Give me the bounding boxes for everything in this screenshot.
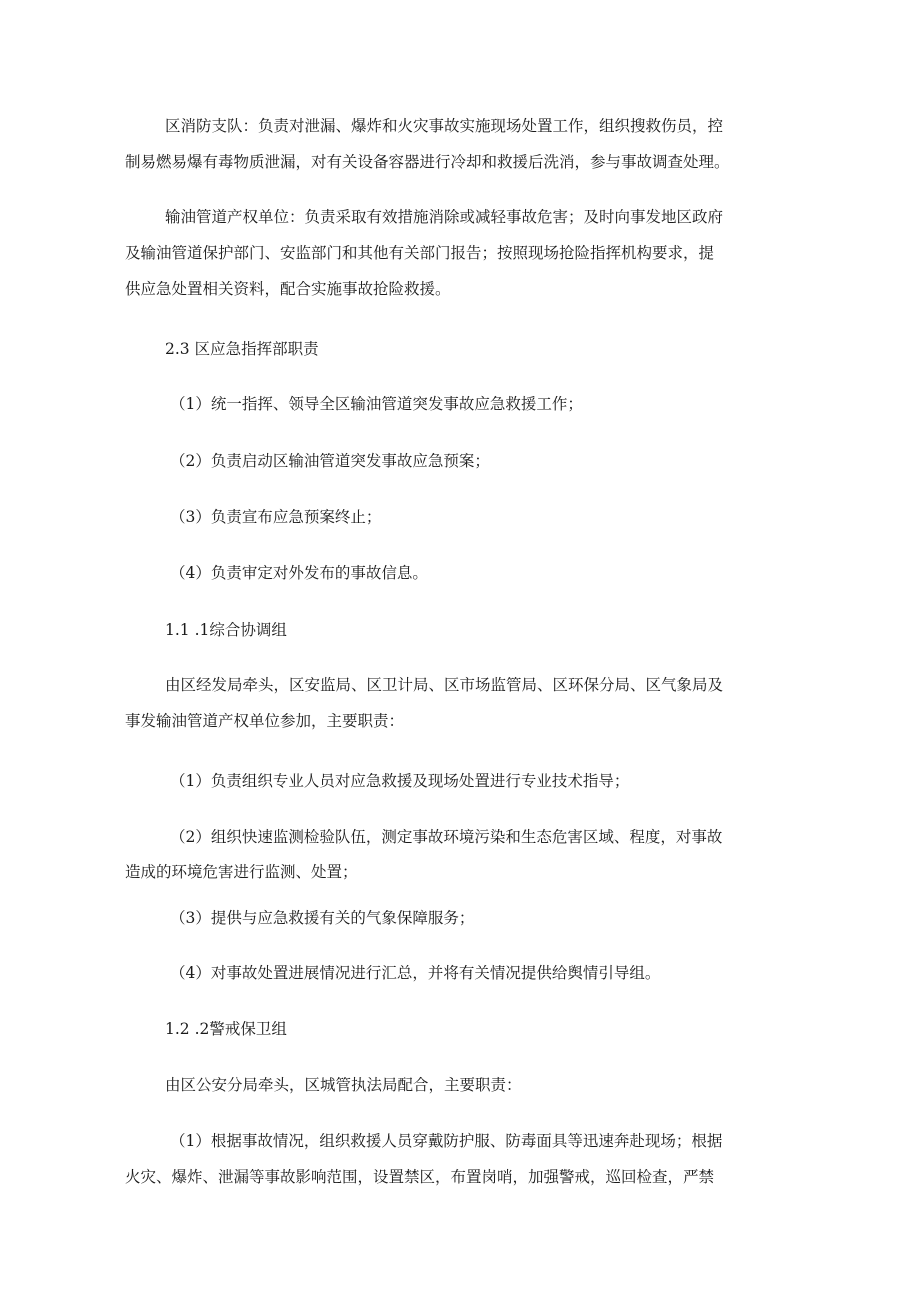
- paragraph-pipeline-owner-line-1: 输油管道产权单位：负责采取有效措施消除或减轻事故危害；及时向事发地区政府: [165, 208, 724, 226]
- section-heading-1-2: 1.2 .2警戒保卫组: [165, 1020, 287, 1038]
- list-item-1-1-2-line-2: 造成的环境危害进行监测、处置；: [125, 863, 358, 881]
- paragraph-security-intro: 由区公安分局牵头，区城管执法局配合，主要职责：: [165, 1076, 522, 1094]
- paragraph-pipeline-owner-line-3: 供应急处置相关资料，配合实施事故抢险救援。: [125, 280, 451, 298]
- paragraph-fire-brigade-line-1: 区消防支队：负责对泄漏、爆炸和火灾事故实施现场处置工作，组织搜救伤员，控: [165, 117, 724, 135]
- list-item-1-1-4: （4）对事故处置进展情况进行汇总，并将有关情况提供给舆情引导组。: [170, 964, 661, 982]
- paragraph-coordination-line-2: 事发输油管道产权单位参加，主要职责：: [125, 712, 405, 730]
- paragraph-fire-brigade-line-2: 制易燃易爆有毒物质泄漏，对有关设备容器进行冷却和救援后洗消，参与事故调查处理。: [125, 153, 730, 171]
- list-item-1-2-1-line-1: （1）根据事故情况，组织救援人员穿戴防护服、防毒面具等迅速奔赴现场；根据: [170, 1132, 723, 1150]
- list-item-1-1-1: （1）负责组织专业人员对应急救援及现场处置进行专业技术指导；: [170, 772, 630, 790]
- list-item-2-3-4: （4）负责审定对外发布的事故信息。: [170, 564, 428, 582]
- list-item-1-1-3: （3）提供与应急救援有关的气象保障服务；: [170, 909, 475, 927]
- section-heading-1-1: 1.1 .1综合协调组: [165, 621, 287, 639]
- list-item-2-3-2: （2）负责启动区输油管道突发事故应急预案；: [170, 452, 490, 470]
- section-heading-2-3: 2.3 区应急指挥部职责: [165, 340, 319, 358]
- list-item-2-3-3: （3）负责宣布应急预案终止；: [170, 508, 382, 526]
- paragraph-coordination-line-1: 由区经发局牵头，区安监局、区卫计局、区市场监管局、区环保分局、区气象局及: [165, 676, 724, 694]
- list-item-1-1-2-line-1: （2）组织快速监测检验队伍，测定事故环境污染和生态危害区域、程度，对事故: [170, 828, 723, 846]
- paragraph-pipeline-owner-line-2: 及输油管道保护部门、安监部门和其他有关部门报告；按照现场抢险指挥机构要求，提: [125, 244, 715, 262]
- list-item-2-3-1: （1）统一指挥、领导全区输油管道突发事故应急救援工作；: [170, 395, 583, 413]
- list-item-1-2-1-line-2: 火灾、爆炸、泄漏等事故影响范围，设置禁区，布置岗哨，加强警戒，巡回检查，严禁: [125, 1168, 715, 1186]
